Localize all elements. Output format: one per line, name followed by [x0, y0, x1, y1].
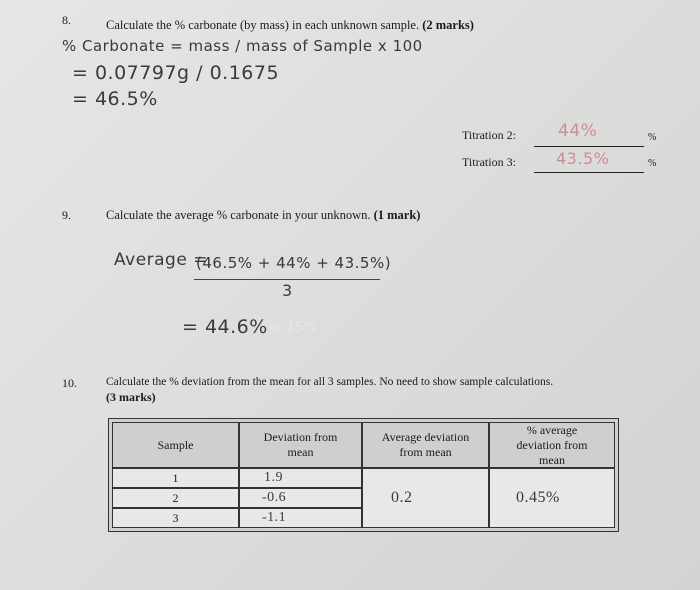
q9-average-label: Average =: [114, 250, 208, 270]
header-average-deviation: [362, 422, 489, 468]
header-percent-deviation: [489, 422, 615, 468]
q9-denominator: 3: [282, 281, 293, 300]
table-row-2-deviation: -0.6: [239, 488, 362, 508]
q8-prompt: [106, 18, 474, 33]
titration-3-line: [534, 172, 644, 173]
q9-prompt-text: Calculate the average % carbonate in your unknown.: [106, 208, 371, 222]
table-row-3-deviation: -1.1: [239, 508, 362, 528]
q9-faded-answer: = 45%: [268, 320, 318, 336]
q9-fraction-bar: [194, 279, 380, 280]
percent-average-deviation-value: 0.45%: [489, 468, 615, 528]
q8-prompt-text: Calculate the % carbonate (by mass) in each unknown sample.: [106, 18, 420, 32]
q9-prompt: [106, 208, 420, 223]
average-deviation-value: 0.2: [362, 468, 489, 528]
table-row-3-sample: 3: [112, 508, 239, 528]
titration-2-label: Titration 2:: [462, 128, 516, 142]
titration-2-unit: %: [648, 132, 657, 143]
q9-result: = 44.6%: [182, 316, 268, 338]
q8-work-line1: % Carbonate = mass / mass of Sample x 100: [62, 37, 423, 55]
header-deviation: [239, 422, 362, 468]
q9-numerator: (46.5% + 44% + 43.5%): [196, 254, 392, 272]
q10-prompt: Calculate the % deviation from the mean for all 3 samples. No need to show sample calculations.: [106, 376, 554, 388]
header-average-deviation-text: Average deviation from mean: [381, 430, 470, 459]
table-row-1-deviation: 1.9: [239, 468, 362, 488]
q9-number: 9.: [62, 208, 71, 222]
titration-3-unit: %: [648, 158, 657, 169]
deviation-table: [108, 418, 619, 532]
q10-number: 10.: [62, 376, 77, 390]
q10-marks: (3 marks): [106, 390, 156, 404]
q8-marks: (2 marks): [422, 18, 474, 32]
q9-marks: (1 mark): [373, 208, 421, 222]
header-sample: Sample: [112, 422, 239, 468]
table-row-1-sample: 1: [112, 468, 239, 488]
titration-3-value: 43.5%: [556, 149, 610, 168]
titration-2-line: [534, 146, 644, 147]
titration-3-label: Titration 3:: [462, 155, 516, 169]
header-deviation-text: Deviation from mean: [263, 430, 338, 459]
q8-number: 8.: [62, 13, 71, 27]
table-row-2-sample: 2: [112, 488, 239, 508]
titration-2-value: 44%: [558, 121, 598, 141]
q8-work-line3: = 46.5%: [72, 88, 158, 110]
header-percent-deviation-text: % average deviation from mean: [516, 422, 588, 467]
q8-work-line2: = 0.07797g / 0.1675: [72, 62, 280, 84]
